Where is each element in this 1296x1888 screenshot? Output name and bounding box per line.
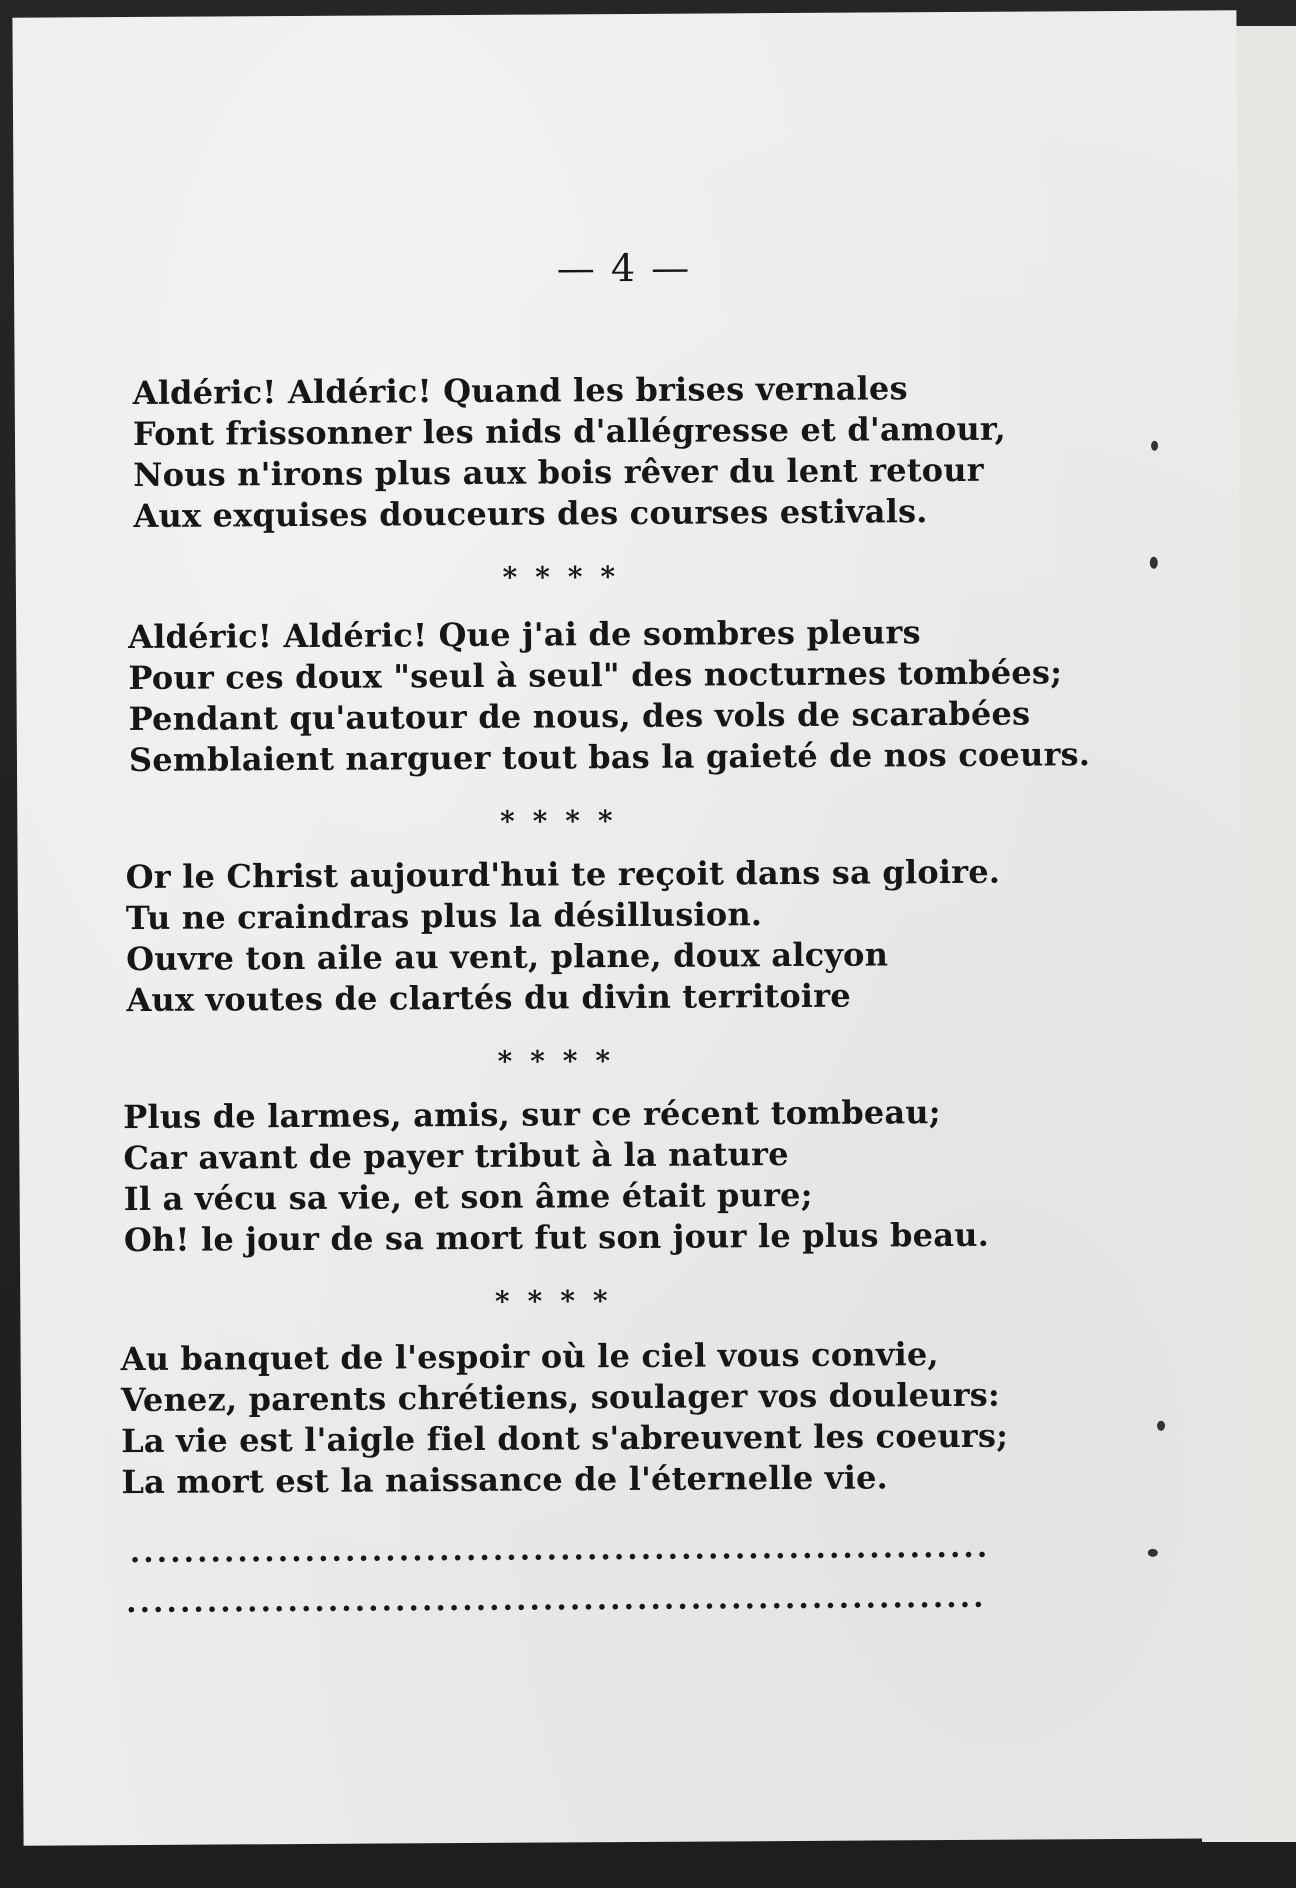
stanza-2 <box>128 611 1089 781</box>
stanza-separator-stars: **** <box>502 559 634 594</box>
verse-line: Au banquet de l'espoir où le ciel vous convie, <box>120 1335 939 1379</box>
verse-line: La vie est l'aigle fiel dont s'abreuvent les coeurs; <box>121 1416 1009 1461</box>
verse-line: Semblaient narguer tout bas la gaieté de nos coeurs. <box>128 735 1091 780</box>
verse-line: Car avant de payer tribut à la nature <box>123 1135 789 1178</box>
scan-speck <box>1151 441 1158 451</box>
page-number: — 4 — <box>556 245 692 291</box>
stanza-4 <box>123 1091 1084 1261</box>
stanza-3 <box>126 851 1087 1021</box>
verse-line: Venez, parents chrétiens, soulager vos douleurs: <box>120 1375 1001 1420</box>
verse-line: La mort est la naissance de l'éternelle vie. <box>121 1458 889 1502</box>
verse-line: Ouvre ton aile au vent, plane, doux alcyon <box>126 935 889 979</box>
scan-speck <box>1148 1549 1158 1557</box>
stanza-separator-stars: **** <box>497 1044 629 1078</box>
scan-speck <box>1157 1421 1165 1431</box>
stanza-1 <box>133 367 1094 537</box>
verse-line: Aldéric! Aldéric! Que j'ai de sombres pleurs <box>128 613 921 657</box>
dotted-line: ................................................................ <box>129 1529 991 1571</box>
verse-line: Plus de larmes, amis, sur ce récent tombeau; <box>123 1093 941 1137</box>
document-page <box>12 10 1247 1845</box>
verse-line: Pour ces doux "seul à seul" des nocturnes tombées; <box>128 653 1063 698</box>
stanza-separator-stars: **** <box>499 803 631 838</box>
verse-line: Font frissonner les nids d'allégresse et d'amour, <box>132 409 1007 454</box>
verse-line: Or le Christ aujourd'hui te reçoit dans sa gloire. <box>125 852 1001 897</box>
verse-line: Il a vécu sa vie, et son âme était pure; <box>123 1175 813 1219</box>
scan-speck <box>1150 557 1158 569</box>
poem-text <box>12 10 1247 1845</box>
verse-line: Oh! le jour de sa mort fut son jour le plus beau. <box>123 1215 990 1260</box>
stanza-separator-stars: **** <box>494 1284 626 1318</box>
verse-line: Nous n'irons plus aux bois rêver du lent retour <box>133 450 984 495</box>
stanza-5 <box>121 1333 1082 1503</box>
verse-line: Aldéric! Aldéric! Quand les brises vernales <box>132 369 908 413</box>
verse-line: Tu ne craindras plus la désillusion. <box>125 895 763 938</box>
verse-line: Pendant qu'autour de nous, des vols de scarabées <box>128 694 1031 739</box>
dotted-line: ................................................................ <box>126 1579 987 1621</box>
verse-line: Aux exquises douceurs des courses estivals. <box>133 492 928 536</box>
verse-line: Aux voutes de clartés du divin territoire <box>126 976 851 1020</box>
